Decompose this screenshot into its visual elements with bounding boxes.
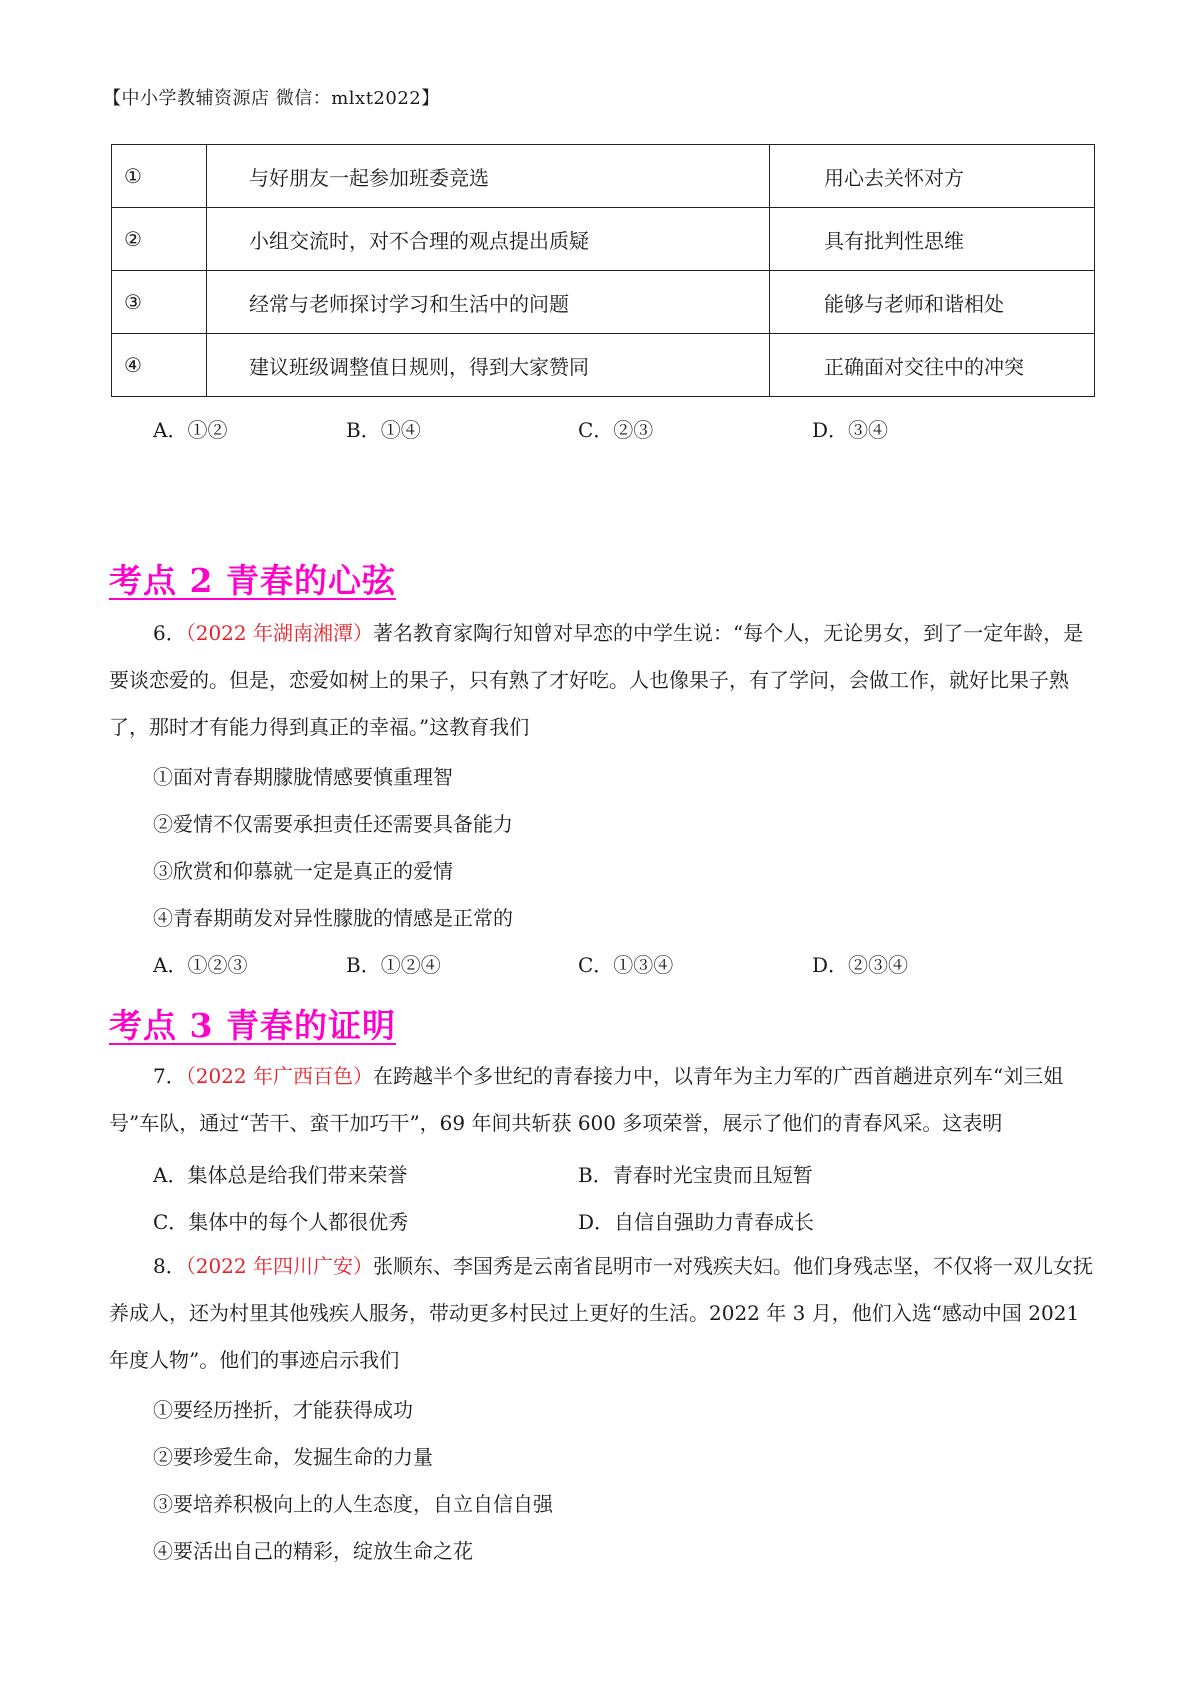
table-row [112, 145, 1095, 208]
table-row [112, 334, 1095, 397]
question-7-stem [109, 1053, 1099, 1147]
statement-item: ①要经历挫折，才能获得成功 [153, 1398, 413, 1422]
page-header: 【中小学教辅资源店 微信：mlxt2022】 [103, 88, 440, 109]
question-source: （2022 年湖南湘潭） [185, 621, 373, 645]
statement-item: ③欣赏和仰慕就一定是真正的爱情 [153, 859, 453, 883]
table-cell-meaning: 具有批判性思维 [770, 208, 1095, 271]
table-cell-action: 建议班级调整值日规则，得到大家赞同 [207, 334, 770, 397]
question-source: （2022 年广西百色） [185, 1064, 373, 1088]
statement-item: ④要活出自己的精彩，绽放生命之花 [153, 1539, 473, 1563]
table-cell-action: 与好朋友一起参加班委竞选 [207, 145, 770, 208]
statement-item: ③要培养积极向上的人生态度，自立自信自强 [153, 1492, 553, 1516]
question-text: 著名教育家陶行知曾对早恋的中学生说：“每个人，无论男女，到了一定年龄，是要谈恋爱的。但是，恋爱如树上的果子，只有熟了才好吃。人也像果子，有了学问，会做工作，就好比果子熟了，那时才有能力得到真正的幸福。”这教育我们 [109, 621, 1084, 739]
question-number: 7． [153, 1064, 186, 1088]
statement-item: ②要珍爱生命，发掘生命的力量 [153, 1445, 433, 1469]
table-cell-meaning: 正确面对交往中的冲突 [770, 334, 1095, 397]
question-text: 在跨越半个多世纪的青春接力中，以青年为主力军的广西首趟进京列车“刘三姐号”车队，通过“苦干、蛮干加巧干”，69 年间共斩获 600 多项荣誉，展示了他们的青春风采。这表明 [109, 1064, 1064, 1135]
section-heading-2: 考点 2 青春的心弦 [109, 561, 396, 600]
answer-option-d: D．自信自强助力青春成长 [578, 1210, 815, 1234]
question-8-stem [109, 1243, 1099, 1384]
answer-option-c: C．②③ [578, 418, 654, 442]
answer-option-c: C．①③④ [578, 953, 674, 977]
table-cell-num: ④ [112, 334, 207, 397]
table-cell-action: 经常与老师探讨学习和生活中的问题 [207, 271, 770, 334]
statement-item: ②爱情不仅需要承担责任还需要具备能力 [153, 812, 513, 836]
answer-option-b: B．①④ [346, 418, 421, 442]
statement-item: ①面对青春期朦胧情感要慎重理智 [153, 765, 453, 789]
options-table [111, 144, 1095, 397]
answer-option-c: C．集体中的每个人都很优秀 [153, 1210, 409, 1234]
table-row [112, 208, 1095, 271]
answer-option-a: A．①② [153, 418, 228, 442]
table-row [112, 271, 1095, 334]
table-cell-action: 小组交流时，对不合理的观点提出质疑 [207, 208, 770, 271]
answer-option-d: D．③④ [812, 418, 889, 442]
question-6-stem [109, 610, 1099, 751]
table-cell-meaning: 用心去关怀对方 [770, 145, 1095, 208]
statement-item: ④青春期萌发对异性朦胧的情感是正常的 [153, 906, 513, 930]
question-source: （2022 年四川广安） [185, 1254, 373, 1278]
question-number: 6． [153, 621, 186, 645]
section-heading-3: 考点 3 青春的证明 [109, 1006, 396, 1045]
table-cell-num: ② [112, 208, 207, 271]
answer-option-a: A．①②③ [153, 953, 248, 977]
table-cell-num: ③ [112, 271, 207, 334]
table-cell-num: ① [112, 145, 207, 208]
answer-option-a: A．集体总是给我们带来荣誉 [153, 1163, 408, 1187]
table-cell-meaning: 能够与老师和谐相处 [770, 271, 1095, 334]
question-number: 8． [153, 1254, 186, 1278]
answer-option-b: B．①②④ [346, 953, 441, 977]
question-text: 张顺东、李国秀是云南省昆明市一对残疾夫妇。他们身残志坚，不仅将一双儿女抚养成人，还为村里其他残疾人服务，带动更多村民过上更好的生活。2022 年 3 月，他们入选“感动中国 2021 年度人物”。他们的事迹启示我们 [109, 1254, 1093, 1372]
answer-option-b: B．青春时光宝贵而且短暂 [578, 1163, 813, 1187]
answer-option-d: D．②③④ [812, 953, 909, 977]
